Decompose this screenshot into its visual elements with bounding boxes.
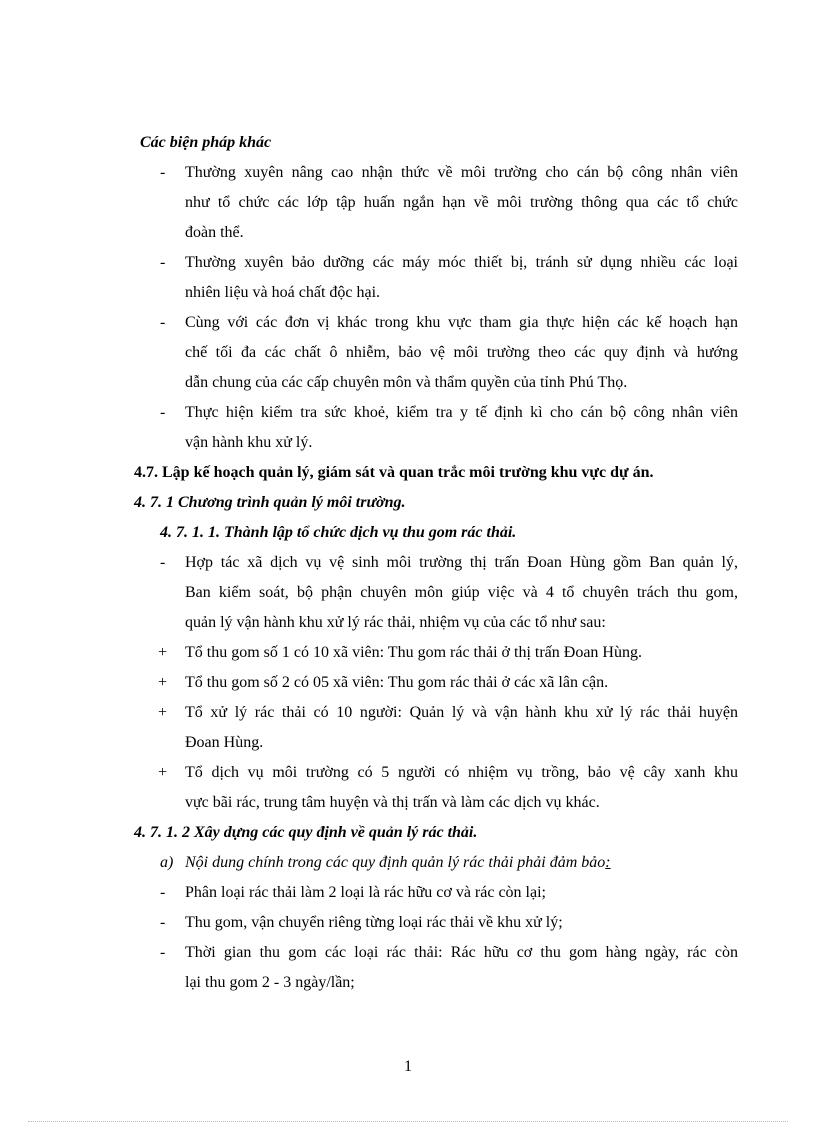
list-item-line: Thực hiện kiểm tra sức khoẻ, kiểm tra y tế định kì cho cán bộ công nhân viên [185, 404, 738, 421]
list-marker: - [160, 944, 166, 961]
list-marker: - [160, 914, 166, 931]
list-item-line: Tổ xử lý rác thải có 10 người: Quản lý và vận hành khu xử lý rác thải huyện [185, 704, 738, 721]
section-heading-other-measures: Các biện pháp khác [140, 134, 272, 151]
list-item-line: như tổ chức các lớp tập huấn ngắn hạn về môi trường thông qua các tổ chức [185, 194, 738, 211]
list-item-line: Đoan Hùng. [185, 734, 264, 751]
list-item-line: lại thu gom 2 - 3 ngày/lần; [185, 974, 355, 991]
list-item-line: dẫn chung của các cấp chuyên môn và thẩm quyền của tỉnh Phú Thọ. [185, 374, 628, 391]
list-item-line: Thường xuyên bảo dưỡng các máy móc thiết bị, tránh sử dụng nhiều các loại [185, 254, 738, 271]
sub-item-marker: a) [160, 854, 174, 871]
list-marker: - [160, 164, 166, 181]
page-number: 1 [404, 1058, 412, 1075]
list-item-line: Tổ thu gom số 2 có 05 xã viên: Thu gom rác thải ở các xã lân cận. [185, 674, 609, 691]
sub-item-a-colon: : [605, 854, 611, 871]
list-item-line: Thời gian thu gom các loại rác thải: Rác hữu cơ thu gom hàng ngày, rác còn [185, 944, 738, 961]
heading-4-7-1: 4. 7. 1 Chương trình quản lý môi trường. [134, 494, 406, 511]
list-item-line: Phân loại rác thải làm 2 loại là rác hữu cơ và rác còn lại; [185, 884, 546, 901]
list-item-line: nhiên liệu và hoá chất độc hại. [185, 284, 381, 301]
list-item-line: Tổ dịch vụ môi trường có 5 người có nhiệm vụ trồng, bảo vệ cây xanh khu [185, 764, 738, 781]
list-marker: + [158, 764, 168, 781]
list-item-line: Hợp tác xã dịch vụ vệ sinh môi trường thị trấn Đoan Hùng gồm Ban quản lý, [185, 554, 738, 571]
page-bottom-divider [28, 1121, 788, 1122]
list-marker: + [158, 674, 168, 691]
list-item-line: chế tối đa các chất ô nhiễm, bảo vệ môi trường theo các quy định và hướng [185, 344, 738, 361]
heading-4-7-1-2: 4. 7. 1. 2 Xây dựng các quy định về quản lý rác thải. [134, 824, 478, 841]
list-item-line: đoàn thể. [185, 224, 244, 241]
list-marker: - [160, 254, 166, 271]
list-item-line: Cùng với các đơn vị khác trong khu vực tham gia thực hiện các kế hoạch hạn [185, 314, 738, 331]
sub-item-a-text [185, 848, 611, 878]
list-item-line: Thu gom, vận chuyển riêng từng loại rác thải về khu xử lý; [185, 914, 563, 931]
list-marker: + [158, 704, 168, 721]
list-item-line: quản lý vận hành khu xử lý rác thải, nhiệm vụ của các tổ như sau: [185, 614, 606, 631]
list-item-line: Ban kiểm soát, bộ phận chuyên môn giúp việc và 4 tổ chuyên trách thu gom, [185, 584, 738, 601]
list-item-line: Tổ thu gom số 1 có 10 xã viên: Thu gom rác thải ở thị trấn Đoan Hùng. [185, 644, 642, 661]
heading-4-7-1-1: 4. 7. 1. 1. Thành lập tổ chức dịch vụ thu gom rác thải. [160, 524, 517, 541]
list-item-line: vận hành khu xử lý. [185, 434, 313, 451]
list-item-line: vực bãi rác, trung tâm huyện và thị trấn và làm các dịch vụ khác. [185, 794, 600, 811]
list-marker: - [160, 404, 166, 421]
sub-item-a-body: Nội dung chính trong các quy định quản lý rác thải phải đảm bảo [185, 854, 606, 871]
list-marker: - [160, 554, 166, 571]
list-item-line: Thường xuyên nâng cao nhận thức về môi trường cho cán bộ công nhân viên [185, 164, 738, 181]
heading-4-7: 4.7. Lập kế hoạch quản lý, giám sát và quan trắc môi trường khu vực dự án. [134, 464, 654, 481]
list-marker: - [160, 884, 166, 901]
list-marker: + [158, 644, 168, 661]
list-marker: - [160, 314, 166, 331]
